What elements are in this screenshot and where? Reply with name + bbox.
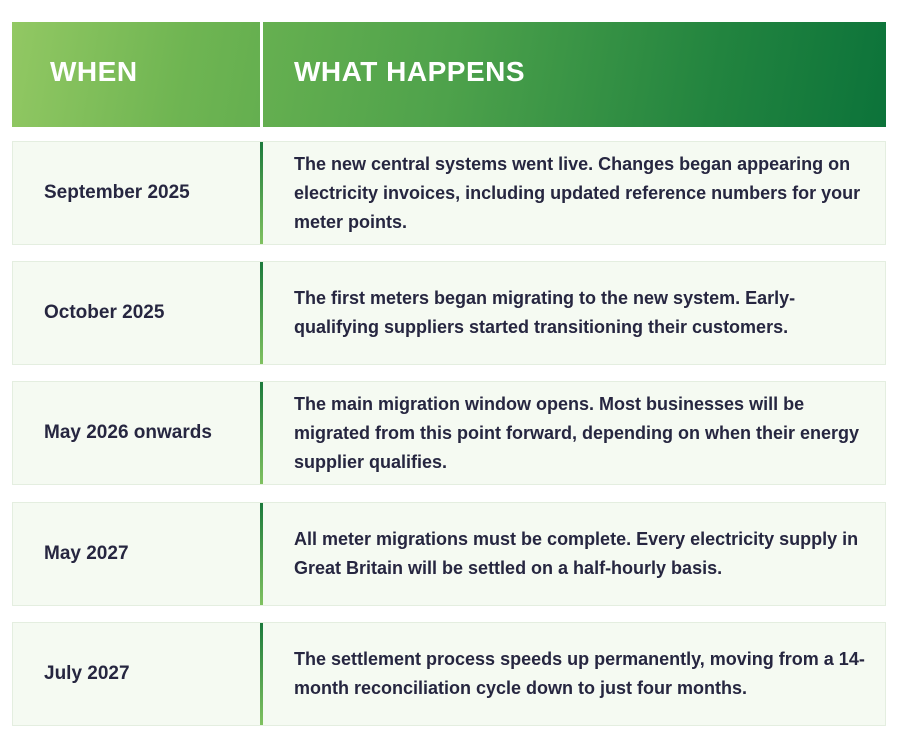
table-header	[12, 22, 886, 127]
row-what: The new central systems went live. Changes began appearing on electricity invoices, including updated reference numbers for your meter points.	[294, 153, 861, 232]
table-row	[12, 141, 886, 245]
row-divider	[260, 623, 263, 725]
row-what: The settlement process speeds up permanently, moving from a 14-month reconciliation cycle down to just four months.	[294, 649, 865, 698]
table-row	[12, 261, 886, 365]
row-divider	[260, 503, 263, 605]
row-when: September 2025	[44, 182, 190, 203]
row-what: All meter migrations must be complete. Every electricity supply in Great Britain will be settled on a half-hourly basis.	[294, 529, 859, 578]
row-when: May 2026 onwards	[44, 422, 212, 443]
table-row	[12, 502, 886, 606]
row-what: The main migration window opens. Most businesses will be migrated from this point forward, depending on when their energy supplier qualifies.	[294, 393, 860, 472]
row-when: October 2025	[44, 302, 165, 323]
table-row	[12, 622, 886, 726]
row-divider	[260, 142, 263, 244]
header-what-happens: WHAT HAPPENS	[294, 56, 526, 87]
row-what: The first meters began migrating to the new system. Early-qualifying suppliers started transitioning their customers.	[294, 288, 796, 337]
header-divider	[260, 22, 263, 127]
row-divider	[260, 262, 263, 364]
table-row	[12, 381, 886, 485]
header-when: WHEN	[50, 56, 138, 87]
row-divider	[260, 382, 263, 484]
row-when: May 2027	[44, 543, 129, 564]
row-when: July 2027	[44, 663, 130, 684]
